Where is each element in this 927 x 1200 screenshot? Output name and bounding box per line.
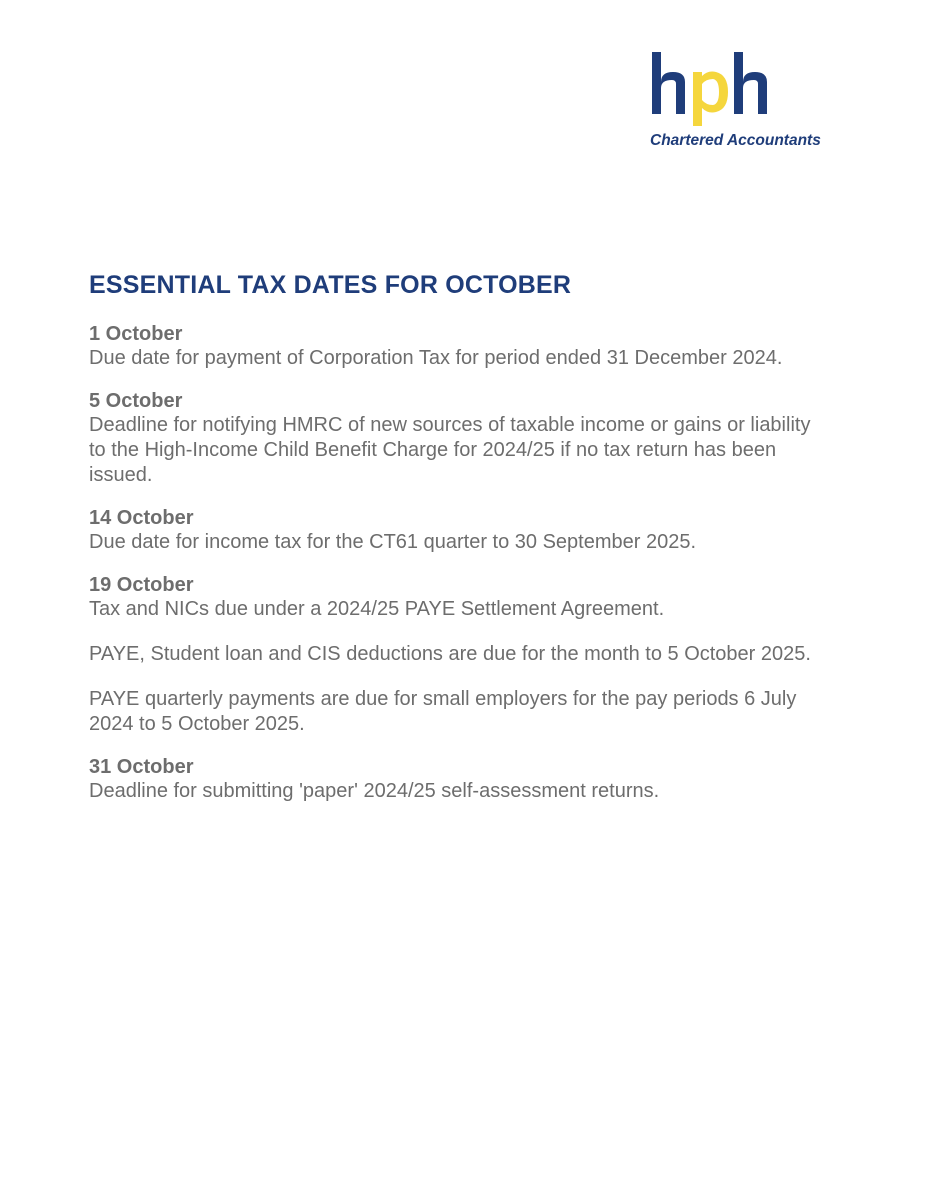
list-item (89, 755, 829, 804)
entry-description: Deadline for notifying HMRC of new sources of taxable income or gains or liability to the High-Income Child Benefit Charge for 2024/25 if no tax return has been issued. (89, 414, 811, 486)
entry-description: PAYE, Student loan and CIS deductions are due for the month to 5 October 2025. (89, 643, 811, 665)
tax-dates-list (89, 322, 829, 804)
hph-logo-mark (648, 48, 778, 128)
entry-date: 1 October (89, 323, 183, 345)
entry-description: Deadline for submitting 'paper' 2024/25 self-assessment returns. (89, 780, 660, 802)
list-item (89, 389, 829, 488)
entry-date: 14 October (89, 507, 194, 529)
logo-tagline: Chartered Accountants (650, 132, 821, 149)
document-body (89, 268, 829, 822)
entry-date: 19 October (89, 574, 194, 596)
page-title: ESSENTIAL TAX DATES FOR OCTOBER (89, 271, 572, 299)
entry-description: Due date for income tax for the CT61 quarter to 30 September 2025. (89, 531, 697, 553)
entry-description: Due date for payment of Corporation Tax for period ended 31 December 2024. (89, 347, 783, 369)
list-item (89, 506, 829, 555)
list-item (89, 573, 829, 737)
entry-description: Tax and NICs due under a 2024/25 PAYE Settlement Agreement. (89, 598, 665, 620)
list-item (89, 322, 829, 371)
company-logo (648, 48, 848, 153)
entry-date: 31 October (89, 756, 194, 778)
entry-date: 5 October (89, 390, 183, 412)
entry-description: PAYE quarterly payments are due for small employers for the pay periods 6 July 2024 to 5 October 2025. (89, 688, 797, 735)
